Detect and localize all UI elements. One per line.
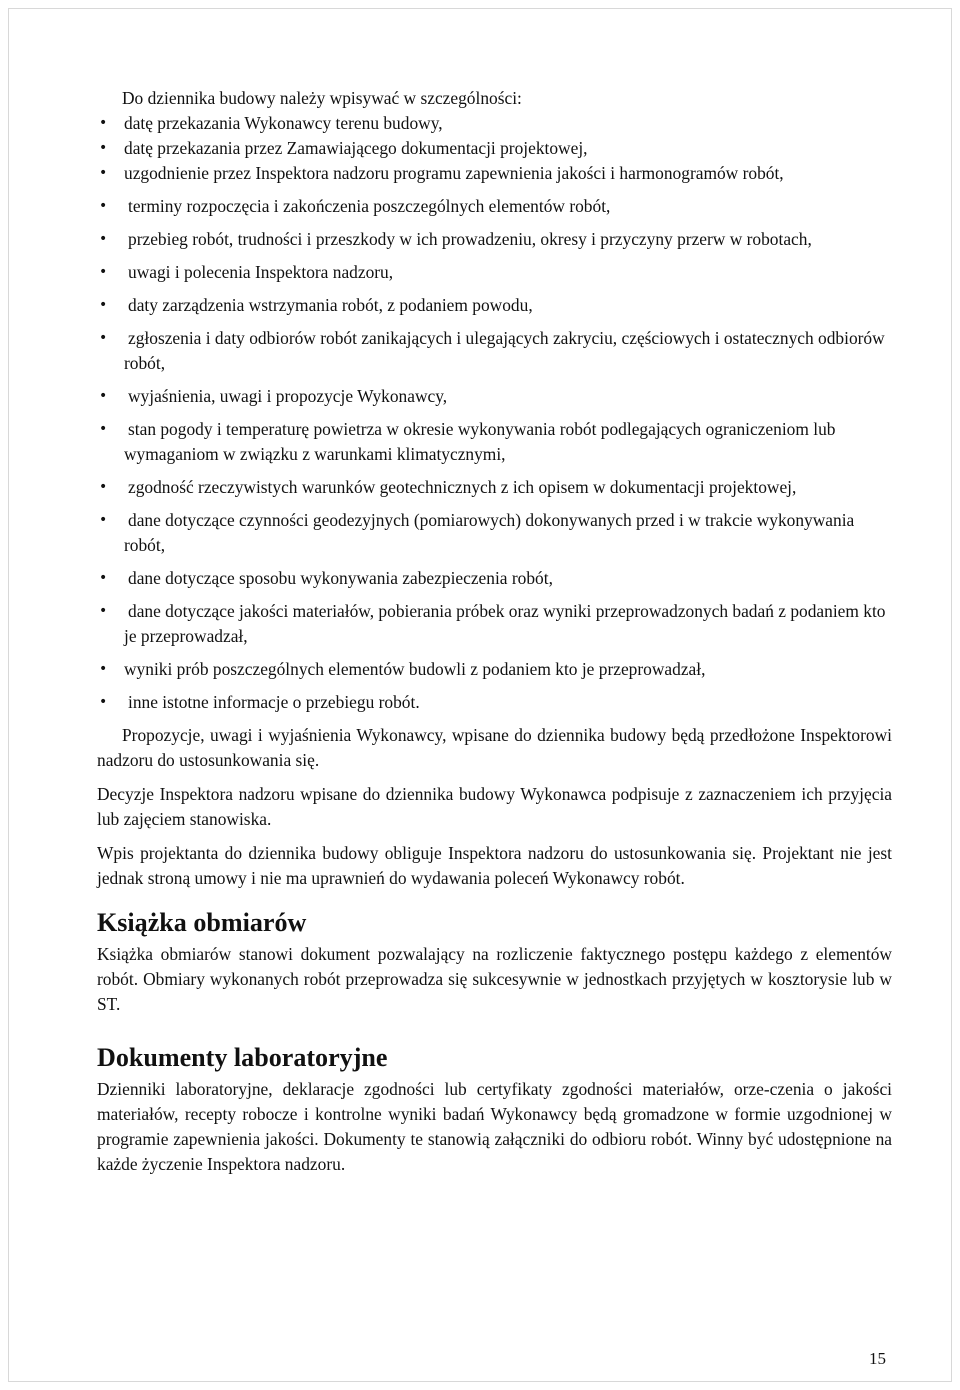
list-item-text: zgodność rzeczywistych warunków geotechnicznych z ich opisem w dokumentacji projektowej, <box>128 477 797 497</box>
list-item <box>97 326 892 376</box>
list-item <box>97 475 892 500</box>
list-item-text: uzgodnienie przez Inspektora nadzoru programu zapewnienia jakości i harmonogramów robót, <box>124 163 784 183</box>
list-item <box>97 161 892 186</box>
list-item <box>97 599 892 649</box>
list-item-text: dane dotyczące sposobu wykonywania zabezpieczenia robót, <box>128 568 553 588</box>
list-item <box>97 417 892 467</box>
bullet-icon: • <box>99 603 108 619</box>
bullet-icon: • <box>99 694 108 710</box>
bullet-icon: • <box>99 661 108 677</box>
bullet-icon: • <box>99 231 108 247</box>
list-item <box>97 194 892 219</box>
diary-entries-list <box>97 111 892 715</box>
list-item-text: uwagi i polecenia Inspektora nadzoru, <box>128 262 394 282</box>
list-item-text: daty zarządzenia wstrzymania robót, z podaniem powodu, <box>128 295 533 315</box>
paragraph-decisions: Decyzje Inspektora nadzoru wpisane do dziennika budowy Wykonawca podpisuje z zaznaczeniem ich przyjęcia lub zajęciem stanowiska. <box>97 784 892 829</box>
section-text-measurement-book: Książka obmiarów stanowi dokument pozwalający na rozliczenie faktycznego postępu każdego z elementów robót. Obmiary wykonanych robót przeprowadza się sukcesywnie w jednostkach przyjętych w kosztorysie lub w ST. <box>97 944 892 1014</box>
list-item-text: zgłoszenia i daty odbiorów robót zanikających i ulegających zakryciu, częściowych i ostatecznych odbiorów robót, <box>124 328 885 373</box>
bullet-icon: • <box>99 330 108 346</box>
list-item <box>97 293 892 318</box>
bullet-icon: • <box>99 264 108 280</box>
list-item-text: dane dotyczące jakości materiałów, pobierania próbek oraz wyniki przeprowadzonych badań z podaniem kto je przeprowadzał, <box>124 601 886 646</box>
list-item-text: datę przekazania Wykonawcy terenu budowy, <box>124 113 443 133</box>
list-item <box>97 566 892 591</box>
list-item-text: terminy rozpoczęcia i zakończenia poszczególnych elementów robót, <box>128 196 611 216</box>
bullet-icon: • <box>99 570 108 586</box>
list-item <box>97 657 892 682</box>
paragraph-designer-entry: Wpis projektanta do dziennika budowy obliguje Inspektora nadzoru do ustosunkowania się. Projektant nie jest jednak stroną umowy i nie ma uprawnień do wydawania poleceń Wykonawcy robót. <box>97 843 892 888</box>
list-item-text: inne istotne informacje o przebiegu robót. <box>128 692 420 712</box>
section-text-lab-documents: Dzienniki laboratoryjne, deklaracje zgodności lub certyfikaty zgodności materiałów, orze-czenia o jakości materiałów, recepty robocze i kontrolne wyniki badań Wykonawcy będą gromadzone w formie uzgodnionej w programie zapewnienia jakości. Dokumenty te stanowią załączniki do odbioru robót. Winny być udostępnione na każde życzenie Inspektora nadzoru. <box>97 1079 892 1174</box>
bullet-icon: • <box>99 479 108 495</box>
list-item <box>97 111 892 136</box>
bullet-icon: • <box>99 421 108 437</box>
section-heading-measurement-book: Książka obmiarów <box>97 908 307 937</box>
page-number: 15 <box>869 1349 886 1368</box>
section-heading-lab-documents: Dokumenty laboratoryjne <box>97 1043 388 1072</box>
bullet-icon: • <box>99 140 108 156</box>
list-item <box>97 384 892 409</box>
bullet-icon: • <box>99 198 108 214</box>
list-item <box>97 260 892 285</box>
document-body <box>97 86 892 1177</box>
bullet-icon: • <box>99 512 108 528</box>
intro-text: Do dziennika budowy należy wpisywać w szczególności: <box>122 88 522 108</box>
list-item-text: dane dotyczące czynności geodezyjnych (pomiarowych) dokonywanych przed i w trakcie wykonywania robót, <box>124 510 855 555</box>
list-item <box>97 508 892 558</box>
paragraph-proposals: Propozycje, uwagi i wyjaśnienia Wykonawcy, wpisane do dziennika budowy będą przedłożone Inspektorowi nadzoru do ustosunkowania się. <box>97 725 892 770</box>
list-item-text: stan pogody i temperaturę powietrza w okresie wykonywania robót podlegających ograniczeniom lub wymaganiom w związku z warunkami klimatycznymi, <box>124 419 836 464</box>
list-item <box>97 690 892 715</box>
bullet-icon: • <box>99 297 108 313</box>
list-item <box>97 227 892 252</box>
list-item-text: przebieg robót, trudności i przeszkody w ich prowadzeniu, okresy i przyczyny przerw w robotach, <box>128 229 812 249</box>
bullet-icon: • <box>99 388 108 404</box>
list-item <box>97 136 892 161</box>
list-item-text: datę przekazania przez Zamawiającego dokumentacji projektowej, <box>124 138 588 158</box>
list-item-text: wyniki prób poszczególnych elementów budowli z podaniem kto je przeprowadzał, <box>124 659 706 679</box>
bullet-icon: • <box>99 115 108 131</box>
list-item-text: wyjaśnienia, uwagi i propozycje Wykonawcy, <box>128 386 448 406</box>
bullet-icon: • <box>99 165 108 181</box>
